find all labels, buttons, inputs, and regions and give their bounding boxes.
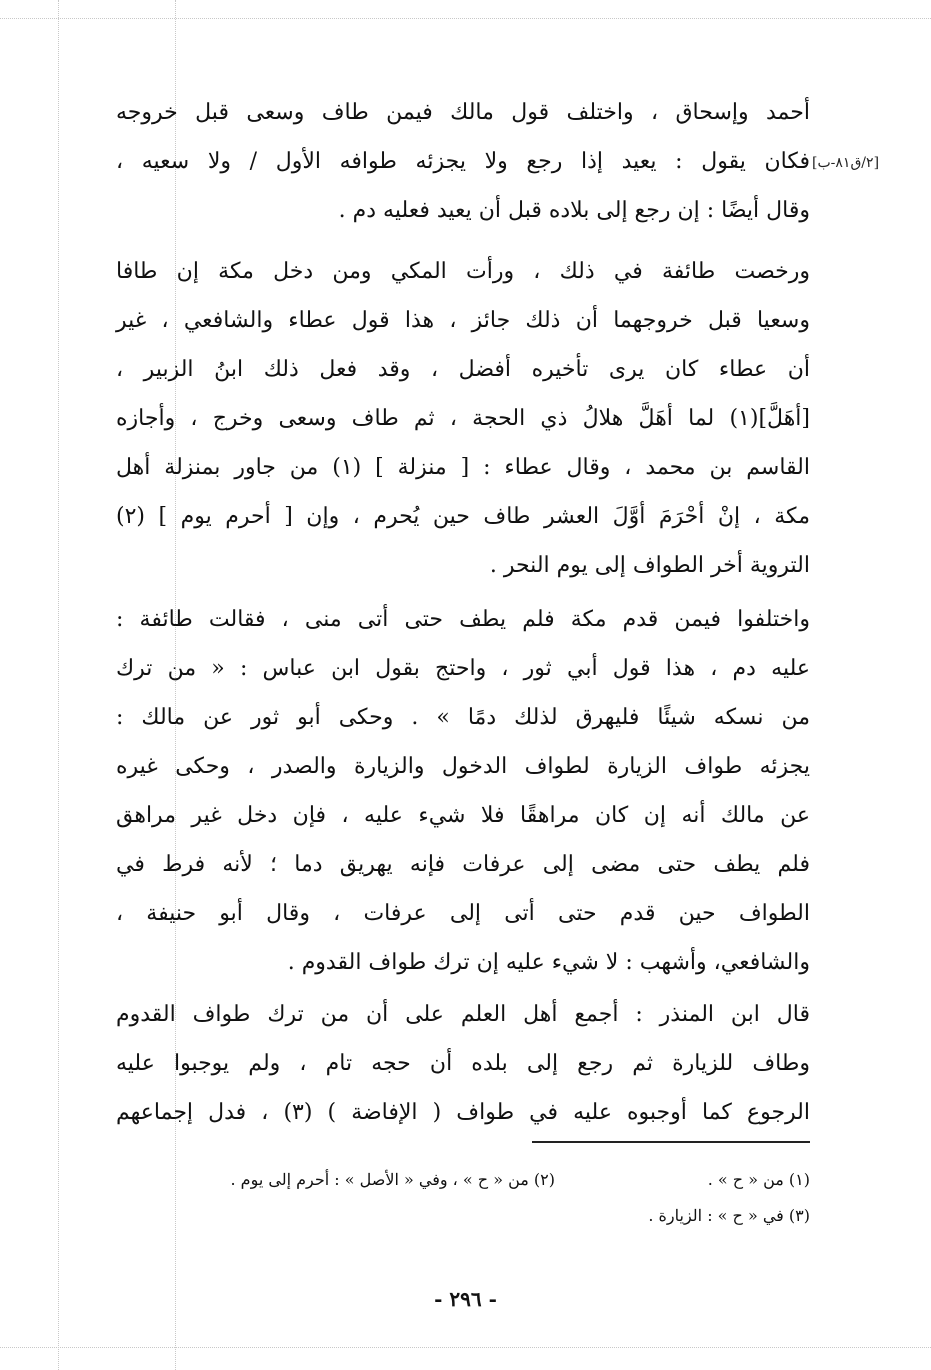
footnotes	[116, 1162, 810, 1234]
footnote-row	[116, 1198, 810, 1234]
text-line: مكة ، إنْ أحْرَمَ أوَّلَ العشر طاف حين يُحرم ، وإن [ أحرم يوم ] (٢)	[116, 504, 810, 529]
text-line: واختلفوا فيمن قدم مكة فلم يطف حتى أتى منى ، فقالت طائفة :	[116, 607, 810, 632]
text-line: التروية أخر الطواف إلى يوم النحر .	[489, 553, 810, 578]
paragraph-1	[116, 88, 810, 235]
text-line: الطواف حين قدم حتى أتى إلى عرفات ، وقال أبو حنيفة ،	[116, 901, 810, 926]
footnote-separator	[532, 1141, 810, 1143]
scan-dotted-line	[58, 0, 59, 1370]
text-line: [أهَلَّ](١) لما أهَلَّ هلالُ ذي الحجة ، ثم طاف وسعى وخرج ، وأجازه	[116, 406, 810, 431]
text-line: وطاف للزيارة ثم رجع إلى بلده أن حجه تام ، ولم يوجبوا عليه	[116, 1051, 810, 1076]
text-line: عليه دم ، هذا قول أبي ثور ، واحتج بقول ابن عباس : « من ترك	[116, 656, 810, 681]
paragraph-4	[116, 990, 810, 1137]
paragraph-3	[116, 595, 810, 987]
text-line: فكان يقول : يعيد إذا رجع ولا يجزئه طوافه الأول / ولا سعيه ،	[116, 149, 811, 174]
scan-dotted-line	[0, 1347, 931, 1348]
paragraph-2	[116, 247, 810, 590]
text-line: من نسكه شيئًا فليهرق لذلك دمًا » . وحكى أبو ثور عن مالك :	[116, 705, 810, 730]
scan-dotted-line	[0, 18, 931, 19]
text-line: فلم يطف حتى مضى إلى عرفات فإنه يهريق دما ؛ لأنه فرط في	[116, 852, 810, 877]
text-line: القاسم بن محمد ، وقال عطاء : [ منزلة ] (١) من جاور بمنزلة أهل	[116, 455, 810, 480]
text-line: وقال أيضًا : إن رجع إلى بلاده قبل أن يعيد فعليه دم .	[338, 198, 810, 223]
text-line: يجزئه طواف الزيارة لطواف الدخول والزيارة والصدر ، وحكى غيره	[116, 754, 810, 779]
text-line: عن مالك أنه إن كان مراهقًا فلا شيء عليه ، فإن دخل غير مراهق	[116, 803, 810, 828]
text-line: أن عطاء كان يرى تأخيره أفضل ، وقد فعل ذلك ابنُ الزبير ،	[116, 357, 810, 382]
text-line: وسعيا قبل خروجهما أن ذلك جائز ، هذا قول عطاء والشافعي ، غير	[116, 308, 810, 333]
footnote-1: (١) من « ح » .	[707, 1170, 810, 1189]
text-line: الرجوع كما أوجبوه عليه في طواف ( الإفاضة ) (٣) ، فدل إجماعهم	[116, 1100, 810, 1125]
page-number: - ٢٩٦ -	[434, 1287, 497, 1311]
text-line: أحمد وإسحاق ، واختلف قول مالك فيمن طاف وسعى قبل خروجه	[116, 100, 810, 125]
footnote-3: (٣) في « ح » : الزيارة .	[648, 1206, 810, 1225]
footnote-row	[116, 1162, 810, 1198]
text-line: ورخصت طائفة في ذلك ، ورأت المكي ومن دخل مكة إن طافا	[116, 259, 810, 284]
margin-manuscript-reference: [٢/ق٨١-ب]	[812, 155, 880, 171]
text-line: والشافعي، وأشهب : لا شيء عليه إن ترك طواف القدوم .	[287, 950, 810, 975]
text-line: قال ابن المنذر : أجمع أهل العلم على أن من ترك طواف القدوم	[116, 1002, 810, 1027]
footnote-2: (٢) من « ح » ، وفي « الأصل » : أحرم إلى يوم .	[230, 1170, 555, 1189]
